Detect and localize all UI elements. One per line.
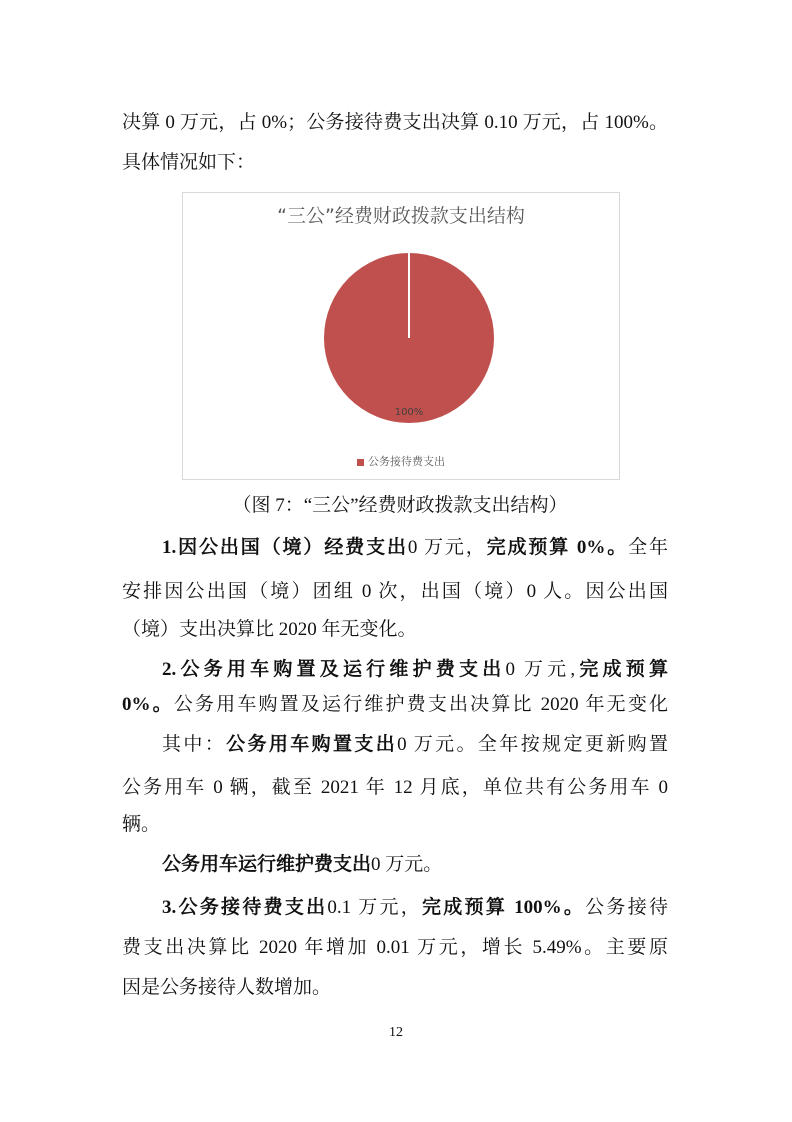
text: 具体情况如下： [122, 152, 256, 173]
text: 0 万元， [407, 537, 487, 558]
text-line [122, 935, 668, 961]
bold-text: 1.因公出国（境）经费支出 [162, 537, 408, 558]
text: 安排因公出国（境）团组 0 次，出国（境）0 人。因公出国 [122, 581, 668, 602]
text: 费支出决算比 2020 年增加 0.01 万元，增长 5.49%。主要原 [122, 937, 668, 958]
text: 公务接待 [585, 897, 668, 918]
bold-text: 完成预算 0%。 [486, 537, 629, 558]
text-line [122, 150, 668, 176]
text-line [122, 110, 668, 136]
text-line [162, 732, 668, 758]
page-number: 12 [389, 1025, 403, 1040]
pie-svg [183, 193, 619, 479]
text-line [122, 692, 668, 718]
text: 其中： [162, 734, 227, 755]
legend-label: 公务接待费支出 [368, 455, 445, 468]
text-line [122, 579, 668, 605]
text-line [122, 617, 668, 643]
text: 因是公务接待人数增加。 [122, 977, 332, 998]
text: 辆。 [122, 814, 161, 835]
text-line [122, 775, 668, 801]
text: （境）支出决算比 2020 年无变化。 [122, 619, 417, 640]
chart-title: “三公”经费财政拨款支出结构 [277, 205, 525, 227]
text: 全年 [628, 537, 668, 558]
bold-text: 3.公务接待费支出 [162, 897, 328, 918]
bold-text: 公务用车购置支出 [226, 734, 398, 755]
legend-swatch [357, 459, 364, 466]
bold-text: 0%。 [122, 694, 174, 715]
bold-text: 完成预算 [575, 659, 668, 680]
text: 决算 0 万元，占 0%；公务接待费支出决算 0.10 万元，占 100%。 [122, 112, 668, 133]
text-line [162, 657, 668, 683]
text-line [122, 812, 668, 838]
pie-chart [182, 192, 620, 480]
text: 公务用车购置及运行维护费支出决算比 2020 年无变化 [173, 694, 668, 715]
text: 0.1 万元， [327, 897, 423, 918]
text-line [162, 852, 668, 878]
chart-legend [183, 453, 619, 469]
text: 0 万元, [505, 659, 576, 680]
bold-text: 公务用车运行维护费支出 [162, 854, 372, 875]
text: 公务用车 0 辆，截至 2021 年 12 月底，单位共有公务用车 0 [122, 777, 668, 798]
text-line [162, 895, 668, 921]
text-line [162, 535, 668, 561]
bold-text: 2.公务用车购置及运行维护费支出 [162, 659, 506, 680]
text: 0 万元。全年按规定更新购置 [397, 734, 668, 755]
data-label: 100% [394, 407, 424, 418]
figure-caption: （图 7：“三公”经费财政拨款支出结构） [232, 495, 568, 516]
text-line [122, 975, 668, 1001]
bold-text: 完成预算 100%。 [422, 897, 586, 918]
text: 0 万元。 [371, 854, 443, 875]
